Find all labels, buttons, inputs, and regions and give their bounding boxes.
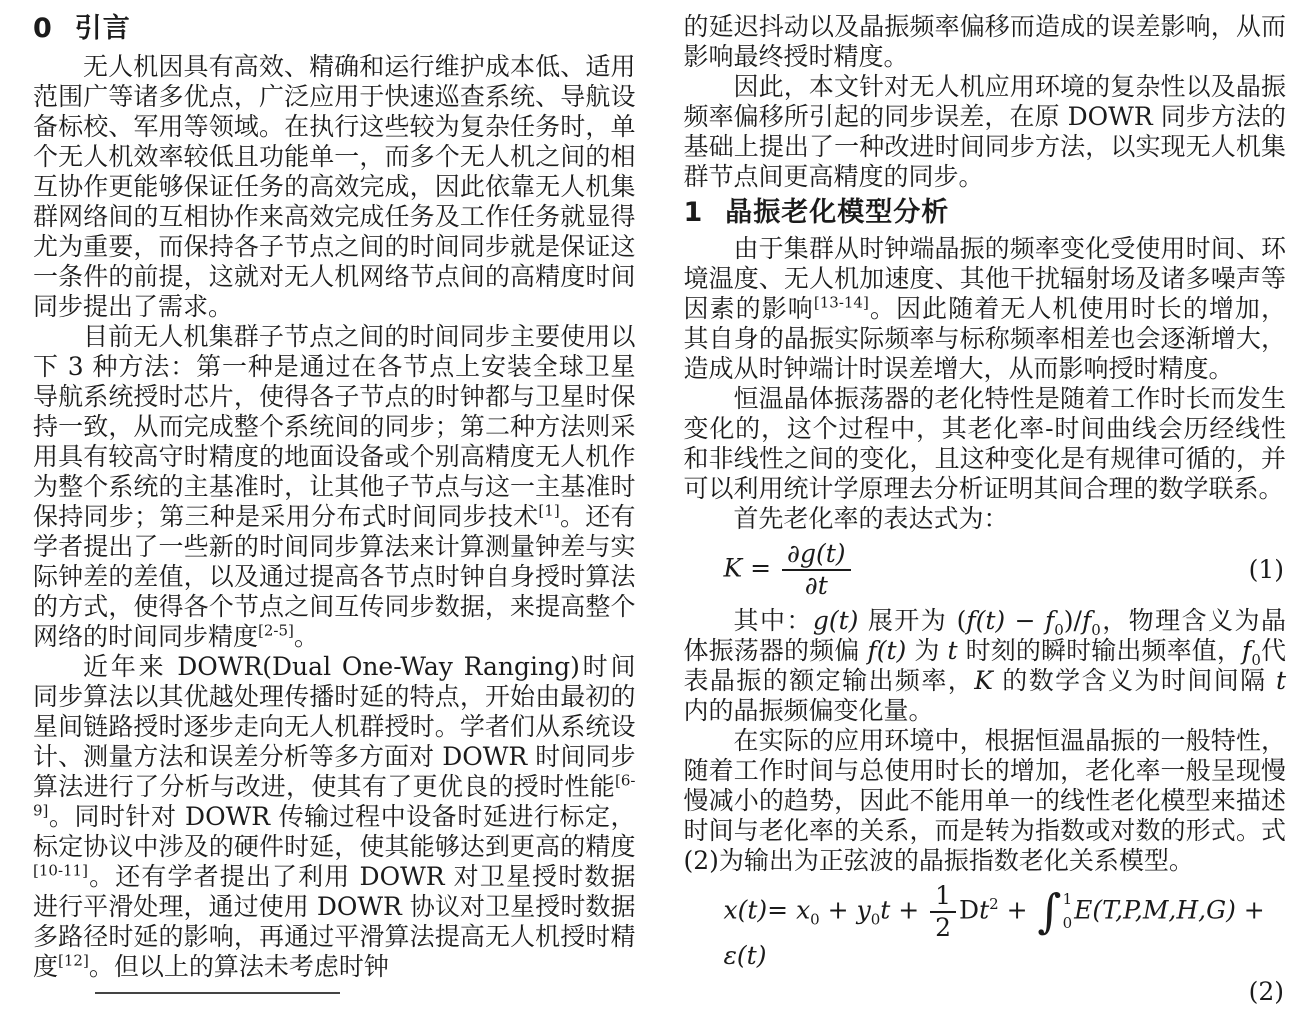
paragraph-aging-factors: 由于集群从时钟端晶振的频率变化受使用时间、环境温度、无人机加速度、其他干扰辐射场及诸多噪声等因素的影响[13-14]。因此随着无人机使用时长的增加，其自身的晶振实际频率与标称频率相差也会逐渐增大，造成从时钟端计时误差增大，从而影响授时精度。 — [683, 234, 1286, 383]
section-number: 1 — [683, 197, 704, 228]
equation-2-body: $x(t)= x_0 + y_0t$ + $\frac{1}{2}$ $Dt^2$ + ∫ 1 0 E(T,P,M,H,G) + ε(t) — [723, 880, 1265, 970]
equation-2-number: (2) — [1248, 977, 1284, 1006]
equation-2 — [684, 882, 1287, 972]
equation-1 — [684, 540, 1287, 600]
paragraph-aging-curve: 恒温晶体振荡器的老化特性是随着工作时长而发生变化的，这个过程中，其老化率-时间曲线会历经线性和非线性之间的变化，且这种变化是有规律可循的，并可以利用统计学原理去分析证明其间合理的数学联系。 — [683, 384, 1286, 503]
paragraph-continuation: 的延迟抖动以及晶振频率偏移而造成的误差影响，从而影响最终授时精度。 — [683, 12, 1286, 71]
left-column — [33, 12, 636, 1030]
paragraph-intro: 无人机因具有高效、精确和运行维护成本低、适用范围广等诸多优点，广泛应用于快速巡查系统、导航设备标校、军用等领域。在执行这些较为复杂任务时，单个无人机效率较低且功能单一，而多个无人机之间的相互协作更能够保证任务的高效完成，因此依靠无人机集群网络间的互相协作来高效完成任务及工作任务就显得尤为重要，而保持各子节点之间的时间同步就是保证这一条件的前提，这就对无人机网络节点间的高精度时间同步提出了需求。 — [33, 52, 636, 321]
section-title: 引言 — [74, 13, 131, 44]
paragraph-eq1-explanation: 其中：g(t) 展开为 $(f(t) - f_0)/f_0$，物理含义为晶体振荡器的频偏 f(t) 为 t 时刻的瞬时输出频率值，$f_0$代表晶振的额定输出频率，K 的数学含义为时间间隔 t 内的晶振频偏变化量。 — [683, 605, 1286, 725]
section-title: 晶振老化模型分析 — [725, 197, 950, 228]
right-column — [684, 12, 1287, 1030]
equation-1-body: K = $\frac{\partial g(t)}{\partial t}$ — [724, 540, 854, 600]
section-heading-1 — [684, 196, 1287, 230]
paragraph-eq1-lead: 首先老化率的表达式为： — [733, 504, 1009, 533]
section-heading-0 — [33, 12, 636, 46]
paragraph-dowr: 近年来 DOWR(Dual One-Way Ranging)时间同步算法以其优越处理传播时延的特点，开始由最初的星间链路授时逐步走向无人机群授时。学者们从系统设计、测量方法和误差分析等多方面对 DOWR 时间同步算法进行了分析与改进，使其有了更优良的授时性能[6-9]。同时针对 DOWR 传输过程中设备时延进行标定，标定协议中涉及的硬件时延，使其能够达到更高的精度[10-11]。还有学者提出了利用 DOWR 对卫星授时数据进行平滑处理，通过使用 DOWR 协议对卫星授时数据多路径时延的影响，再通过平滑算法提高无人机授时精度[12]。但以上的算法未考虑时钟 — [33, 652, 636, 981]
paragraph-proposal: 因此，本文针对无人机应用环境的复杂性以及晶振频率偏移所引起的同步误差，在原 DOWR 同步方法的基础上提出了一种改进时间同步方法，以实现无人机集群节点间更高精度的同步。 — [683, 72, 1286, 191]
footnote-rule — [95, 992, 340, 994]
section-number: 0 — [33, 13, 53, 44]
paragraph-aging-model: 在实际的应用环境中，根据恒温晶振的一般特性，随着工作时间与总使用时长的增加，老化率一般呈现慢慢减小的趋势，因此不能用单一的线性老化模型来描述时间与老化率的关系，而是转为指数或对数的形式。式(2)为输出为正弦波的晶振指数老化关系模型。 — [683, 725, 1286, 875]
equation-1-number: (1) — [1248, 554, 1284, 584]
paragraph-three-methods: 目前无人机集群子节点之间的时间同步主要使用以下 3 种方法：第一种是通过在各节点上安装全球卫星导航系统授时芯片，使得各子节点的时钟都与卫星时保持一致，从而完成整个系统间的同步；第二种方法则采用具有较高守时精度的地面设备或个别高精度无人机作为整个系统的主基准时，让其他子节点与这一主基准时保持同步；第三种是采用分布式时间同步技术[1]。还有学者提出了一些新的时间同步算法来计算测量钟差与实际钟差的差值，以及通过提高各节点时钟自身授时算法的方式，使得各个节点之间互传同步数据，来提高整个网络的时间同步精度[2-5]。 — [33, 322, 636, 651]
